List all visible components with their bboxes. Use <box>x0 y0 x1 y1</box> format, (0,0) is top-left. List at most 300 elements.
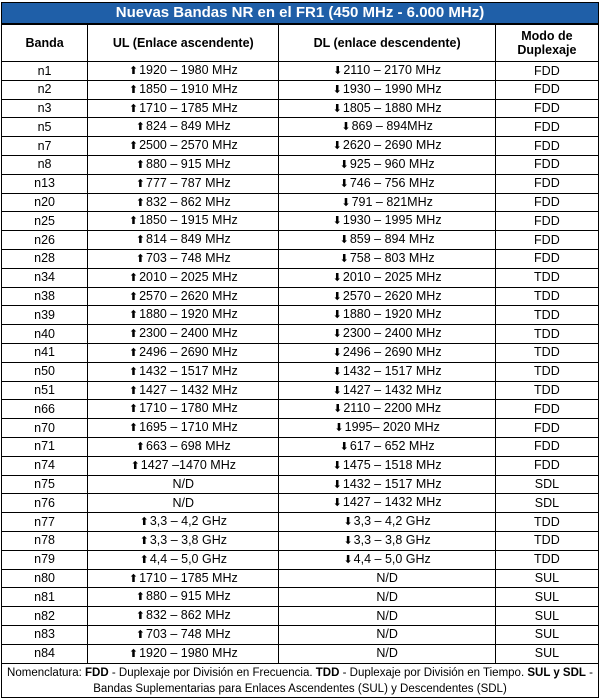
cell-banda-value: n26 <box>34 232 55 247</box>
cell-ul-value: N/D <box>172 495 195 510</box>
cell-dl <box>279 231 495 250</box>
cell-dl-value: 2010 – 2025 MHz <box>342 269 442 284</box>
table-row <box>2 118 599 137</box>
cell-ul-value: 1850 – 1915 MHz <box>139 213 238 228</box>
bands-table <box>1 24 599 664</box>
cell-dl-value: 1432 – 1517 MHz <box>342 363 442 378</box>
cell-ul <box>88 475 279 494</box>
cell-modo <box>495 494 598 513</box>
down-arrow-icon: ⬇ <box>332 215 342 228</box>
up-arrow-icon: ⬆ <box>128 309 139 322</box>
cell-modo-value: SDL <box>534 495 560 510</box>
cell-dl <box>279 550 495 569</box>
cell-modo <box>495 174 598 193</box>
cell-modo <box>495 400 598 419</box>
cell-modo-value: FDD <box>534 138 560 153</box>
cell-ul-value: 3,3 – 3,8 GHz <box>149 532 227 547</box>
cell-ul-value: 1850 – 1910 MHz <box>139 81 238 96</box>
table-row <box>2 325 599 344</box>
header-banda: Banda <box>2 25 88 62</box>
nomenclature-note <box>1 664 599 698</box>
cell-modo-value: SUL <box>534 646 560 661</box>
cell-ul-value: 3,3 – 4,2 GHz <box>149 514 227 529</box>
up-arrow-icon: ⬆ <box>128 102 139 115</box>
cell-dl <box>279 437 495 456</box>
cell-banda <box>2 513 88 532</box>
cell-dl <box>279 531 495 550</box>
cell-dl <box>279 325 495 344</box>
table-row <box>2 362 599 381</box>
cell-ul-value: 1695 – 1710 MHz <box>139 420 238 435</box>
cell-dl-value: 2110 – 2170 MHz <box>343 63 442 77</box>
up-arrow-icon: ⬆ <box>135 628 146 641</box>
cell-ul-value: 1710 – 1780 MHz <box>139 401 238 416</box>
up-arrow-icon: ⬆ <box>128 384 139 397</box>
cell-dl-value: 2620 – 2690 MHz <box>342 138 442 153</box>
cell-dl <box>279 80 495 99</box>
down-arrow-icon: ⬇ <box>332 271 342 284</box>
cell-modo <box>495 456 598 475</box>
cell-dl <box>279 306 495 325</box>
cell-modo-value: FDD <box>534 251 560 266</box>
cell-banda <box>2 588 88 607</box>
cell-dl-value: 1427 – 1432 MHz <box>342 495 442 510</box>
cell-ul-value: 1432 – 1517 MHz <box>139 363 238 378</box>
up-arrow-icon: ⬆ <box>135 121 146 134</box>
down-arrow-icon: ⬇ <box>339 440 349 453</box>
cell-dl <box>279 193 495 212</box>
cell-ul-value: 663 – 698 MHz <box>146 438 231 453</box>
cell-modo <box>495 419 598 438</box>
cell-dl-value: N/D <box>376 646 398 661</box>
note-sul-sdl-text: - Bandas Suplementarias para Enlaces Ascendentes (SUL) y Descendentes (SDL) <box>93 666 593 695</box>
cell-dl <box>279 249 495 268</box>
up-arrow-icon: ⬆ <box>135 440 146 453</box>
cell-modo-value: FDD <box>534 213 560 228</box>
cell-ul-value: 814 – 849 MHz <box>146 232 231 247</box>
cell-dl <box>279 625 495 644</box>
table-row <box>2 212 599 231</box>
cell-modo <box>495 137 598 156</box>
cell-modo-value: SUL <box>534 571 560 586</box>
table-row <box>2 531 599 550</box>
cell-banda-value: n25 <box>34 213 55 228</box>
header-dl: DL (enlace descendente) <box>279 25 495 62</box>
down-arrow-icon: ⬇ <box>339 158 349 171</box>
table-row <box>2 80 599 99</box>
cell-dl <box>279 456 495 475</box>
cell-banda <box>2 62 88 81</box>
up-arrow-icon: ⬆ <box>139 534 149 547</box>
header-modo-line2: Duplexaje <box>517 43 577 57</box>
cell-modo <box>495 118 598 137</box>
down-arrow-icon: ⬇ <box>339 177 349 190</box>
cell-banda-value: n84 <box>34 646 55 661</box>
cell-modo <box>495 362 598 381</box>
cell-banda-value: n13 <box>34 176 55 191</box>
cell-modo-value: FDD <box>534 119 560 134</box>
cell-ul-value: 880 – 915 MHz <box>146 156 231 171</box>
cell-ul <box>88 419 279 438</box>
up-arrow-icon: ⬆ <box>128 140 139 153</box>
down-arrow-icon: ⬇ <box>341 196 351 209</box>
cell-banda <box>2 531 88 550</box>
cell-ul-value: N/D <box>172 477 195 492</box>
table-row <box>2 174 599 193</box>
cell-modo-value: TDD <box>534 326 560 341</box>
cell-ul <box>88 306 279 325</box>
cell-banda <box>2 137 88 156</box>
cell-modo-value: FDD <box>534 439 560 454</box>
cell-dl <box>279 419 495 438</box>
cell-ul-value: 2010 – 2025 MHz <box>139 269 238 284</box>
cell-modo <box>495 343 598 362</box>
table-row <box>2 475 599 494</box>
cell-banda <box>2 475 88 494</box>
cell-dl <box>279 268 495 287</box>
cell-dl-value: 1880 – 1920 MHz <box>342 307 442 322</box>
cell-banda <box>2 325 88 344</box>
cell-banda-value: n77 <box>34 514 55 529</box>
table-row <box>2 494 599 513</box>
cell-dl <box>279 569 495 588</box>
up-arrow-icon: ⬆ <box>130 459 140 472</box>
header-modo-line1: Modo de <box>521 29 573 43</box>
cell-banda-value: n40 <box>34 326 55 341</box>
up-arrow-icon: ⬆ <box>128 328 139 341</box>
cell-banda-value: n76 <box>34 495 55 510</box>
cell-dl-value: 746 – 756 MHz <box>349 175 435 190</box>
down-arrow-icon: ⬇ <box>332 328 342 341</box>
cell-dl <box>279 362 495 381</box>
cell-dl-value: 617 – 652 MHz <box>349 438 435 453</box>
cell-banda-value: n34 <box>34 270 55 285</box>
cell-banda-value: n81 <box>34 589 55 604</box>
cell-banda <box>2 569 88 588</box>
header-modo <box>495 25 598 62</box>
up-arrow-icon: ⬆ <box>135 158 146 171</box>
cell-modo-value: TDD <box>534 289 560 304</box>
cell-ul <box>88 249 279 268</box>
cell-ul <box>88 99 279 118</box>
cell-modo <box>495 80 598 99</box>
cell-banda <box>2 193 88 212</box>
cell-dl-value: 1930 – 1990 MHz <box>342 81 442 96</box>
down-arrow-icon: ⬇ <box>334 422 344 435</box>
cell-banda <box>2 80 88 99</box>
cell-modo <box>495 231 598 250</box>
cell-modo <box>495 99 598 118</box>
cell-modo <box>495 381 598 400</box>
cell-ul-value: 832 – 862 MHz <box>146 608 231 623</box>
cell-modo <box>495 588 598 607</box>
cell-ul <box>88 644 279 663</box>
header-row <box>2 25 599 62</box>
cell-dl-value: 1427 – 1432 MHz <box>342 382 442 397</box>
cell-dl <box>279 381 495 400</box>
table-row <box>2 193 599 212</box>
cell-ul <box>88 268 279 287</box>
up-arrow-icon: ⬆ <box>128 422 139 435</box>
cell-dl-value: N/D <box>376 608 398 623</box>
cell-ul <box>88 400 279 419</box>
cell-banda-value: n7 <box>37 138 52 153</box>
cell-ul <box>88 456 279 475</box>
cell-banda <box>2 99 88 118</box>
cell-modo <box>495 62 598 81</box>
cell-modo <box>495 513 598 532</box>
cell-dl <box>279 588 495 607</box>
bands-document <box>1 0 599 698</box>
cell-modo <box>495 306 598 325</box>
down-arrow-icon: ⬇ <box>332 497 342 510</box>
down-arrow-icon: ⬇ <box>332 290 342 303</box>
cell-dl-value: 2496 – 2690 MHz <box>342 344 442 359</box>
cell-dl <box>279 607 495 626</box>
cell-modo <box>495 249 598 268</box>
cell-ul <box>88 137 279 156</box>
cell-modo-value: FDD <box>534 157 560 172</box>
cell-modo <box>495 531 598 550</box>
table-row <box>2 249 599 268</box>
cell-ul <box>88 62 279 81</box>
cell-dl-value: 4,4 – 5,0 GHz <box>353 551 431 566</box>
cell-dl <box>279 137 495 156</box>
cell-dl-value: 758 – 803 MHz <box>349 250 435 265</box>
cell-dl <box>279 62 495 81</box>
cell-ul <box>88 531 279 550</box>
note-tdd-text: - Duplexaje por División en Tiempo. <box>339 666 528 679</box>
table-row <box>2 62 599 81</box>
cell-modo-value: TDD <box>534 270 560 285</box>
cell-banda-value: n39 <box>34 307 55 322</box>
cell-ul <box>88 513 279 532</box>
cell-ul <box>88 212 279 231</box>
cell-ul <box>88 343 279 362</box>
cell-banda-value: n8 <box>37 157 52 172</box>
cell-ul-value: 1710 – 1785 MHz <box>139 100 238 115</box>
cell-dl-value: 2570 – 2620 MHz <box>342 288 442 303</box>
cell-modo-value: TDD <box>534 345 560 360</box>
cell-banda <box>2 456 88 475</box>
up-arrow-icon: ⬆ <box>135 252 146 265</box>
table-row <box>2 155 599 174</box>
down-arrow-icon: ⬇ <box>343 534 353 547</box>
note-fdd-text: - Duplexaje por División en Frecuencia. <box>108 666 316 679</box>
cell-modo-value: TDD <box>534 364 560 379</box>
cell-banda <box>2 625 88 644</box>
cell-banda <box>2 362 88 381</box>
table-row <box>2 268 599 287</box>
cell-ul-value: 824 – 849 MHz <box>146 119 231 134</box>
cell-ul-value: 880 – 915 MHz <box>146 589 231 604</box>
cell-modo <box>495 193 598 212</box>
cell-modo-value: SUL <box>534 627 560 642</box>
cell-modo-value: SDL <box>534 477 560 492</box>
up-arrow-icon: ⬆ <box>135 610 146 623</box>
cell-dl <box>279 212 495 231</box>
cell-modo-value: FDD <box>534 82 560 97</box>
cell-banda <box>2 419 88 438</box>
cell-ul-value: 1880 – 1920 MHz <box>139 307 238 322</box>
cell-dl-value: 1930 – 1995 MHz <box>342 213 442 228</box>
cell-banda-value: n50 <box>34 364 55 379</box>
down-arrow-icon: ⬇ <box>341 121 351 134</box>
cell-modo <box>495 325 598 344</box>
table-row <box>2 513 599 532</box>
cell-ul <box>88 569 279 588</box>
cell-dl-value: 925 – 960 MHz <box>349 156 435 171</box>
up-arrow-icon: ⬆ <box>128 65 139 77</box>
table-row <box>2 625 599 644</box>
up-arrow-icon: ⬆ <box>135 234 146 247</box>
table-row <box>2 569 599 588</box>
cell-banda <box>2 174 88 193</box>
down-arrow-icon: ⬇ <box>332 102 342 115</box>
cell-dl-value: 1805 – 1880 MHz <box>342 100 442 115</box>
cell-ul-value: 1427 – 1432 MHz <box>139 382 238 397</box>
down-arrow-icon: ⬇ <box>332 140 342 153</box>
cell-modo-value: TDD <box>534 307 560 322</box>
cell-ul <box>88 80 279 99</box>
table-row <box>2 287 599 306</box>
cell-ul <box>88 118 279 137</box>
cell-banda-value: n38 <box>34 289 55 304</box>
cell-banda <box>2 268 88 287</box>
cell-modo <box>495 155 598 174</box>
cell-banda-value: n75 <box>34 477 55 492</box>
cell-dl-value: 2110 – 2200 MHz <box>343 401 442 416</box>
note-fdd: FDD <box>85 666 109 679</box>
cell-banda <box>2 306 88 325</box>
cell-banda-value: n5 <box>37 119 52 134</box>
cell-dl-value: N/D <box>376 627 398 642</box>
cell-modo-value: FDD <box>534 176 560 191</box>
note-sul-sdl: SUL y SDL <box>527 666 586 679</box>
cell-ul <box>88 174 279 193</box>
cell-banda <box>2 607 88 626</box>
cell-dl-value: 3,3 – 4,2 GHz <box>353 514 431 529</box>
cell-banda <box>2 644 88 663</box>
cell-banda <box>2 249 88 268</box>
cell-ul-value: 2500 – 2570 MHz <box>139 138 238 153</box>
cell-dl <box>279 155 495 174</box>
cell-dl-value: N/D <box>376 589 398 604</box>
cell-dl <box>279 400 495 419</box>
table-row <box>2 231 599 250</box>
down-arrow-icon: ⬇ <box>332 459 342 472</box>
cell-banda-value: n1 <box>37 63 52 78</box>
cell-ul <box>88 287 279 306</box>
cell-modo <box>495 625 598 644</box>
cell-ul <box>88 155 279 174</box>
cell-banda-value: n82 <box>34 608 55 623</box>
table-row <box>2 419 599 438</box>
cell-dl <box>279 644 495 663</box>
up-arrow-icon: ⬆ <box>128 403 139 416</box>
up-arrow-icon: ⬆ <box>128 215 139 228</box>
cell-modo-value: TDD <box>534 383 560 398</box>
cell-ul <box>88 437 279 456</box>
cell-ul-value: 1710 – 1785 MHz <box>139 570 238 585</box>
up-arrow-icon: ⬆ <box>139 553 149 566</box>
cell-banda-value: n83 <box>34 627 55 642</box>
down-arrow-icon: ⬇ <box>332 365 342 378</box>
cell-banda <box>2 400 88 419</box>
cell-ul <box>88 588 279 607</box>
cell-banda-value: n28 <box>34 251 55 266</box>
cell-ul-value: 777 – 787 MHz <box>146 175 231 190</box>
cell-modo-value: TDD <box>534 514 560 529</box>
table-row <box>2 400 599 419</box>
cell-banda-value: n41 <box>34 345 55 360</box>
cell-ul <box>88 231 279 250</box>
up-arrow-icon: ⬆ <box>128 647 139 660</box>
up-arrow-icon: ⬆ <box>128 365 139 378</box>
down-arrow-icon: ⬇ <box>343 516 353 529</box>
cell-dl-value: 859 – 894 MHz <box>349 232 435 247</box>
table-row <box>2 437 599 456</box>
cell-banda-value: n78 <box>34 533 55 548</box>
cell-ul <box>88 550 279 569</box>
down-arrow-icon: ⬇ <box>333 65 343 77</box>
table-row <box>2 644 599 663</box>
table-row <box>2 550 599 569</box>
cell-dl <box>279 174 495 193</box>
cell-banda-value: n74 <box>34 458 55 473</box>
cell-ul-value: 703 – 748 MHz <box>146 626 231 641</box>
cell-ul-value: 2496 – 2690 MHz <box>139 344 238 359</box>
cell-ul <box>88 325 279 344</box>
cell-ul-value: 703 – 748 MHz <box>146 250 231 265</box>
cell-banda <box>2 212 88 231</box>
cell-dl <box>279 475 495 494</box>
cell-dl <box>279 287 495 306</box>
cell-modo <box>495 268 598 287</box>
down-arrow-icon: ⬇ <box>339 252 349 265</box>
cell-ul-value: 1427 –1470 MHz <box>140 457 236 472</box>
cell-ul-value: 1920 – 1980 MHz <box>139 645 238 660</box>
down-arrow-icon: ⬇ <box>332 83 342 96</box>
cell-dl-value: 1995– 2020 MHz <box>344 420 440 435</box>
cell-banda <box>2 343 88 362</box>
cell-modo-value: FDD <box>534 458 560 473</box>
down-arrow-icon: ⬇ <box>332 384 342 397</box>
table-row <box>2 588 599 607</box>
cell-modo-value: SUL <box>534 608 560 623</box>
table-row <box>2 99 599 118</box>
cell-modo <box>495 437 598 456</box>
cell-banda-value: n2 <box>37 82 52 97</box>
cell-ul-value: 2570 – 2620 MHz <box>139 288 238 303</box>
down-arrow-icon: ⬇ <box>339 234 349 247</box>
cell-dl <box>279 99 495 118</box>
cell-modo <box>495 287 598 306</box>
cell-modo-value: TDD <box>534 533 560 548</box>
note-prefix: Nomenclatura: <box>7 666 86 679</box>
cell-modo <box>495 212 598 231</box>
down-arrow-icon: ⬇ <box>332 478 342 491</box>
cell-ul <box>88 381 279 400</box>
cell-banda-value: n79 <box>34 552 55 567</box>
down-arrow-icon: ⬇ <box>332 309 342 322</box>
table-body <box>2 62 599 664</box>
down-arrow-icon: ⬇ <box>333 403 343 416</box>
cell-banda-value: n80 <box>34 571 55 586</box>
cell-dl <box>279 494 495 513</box>
cell-ul <box>88 193 279 212</box>
up-arrow-icon: ⬆ <box>135 196 146 209</box>
